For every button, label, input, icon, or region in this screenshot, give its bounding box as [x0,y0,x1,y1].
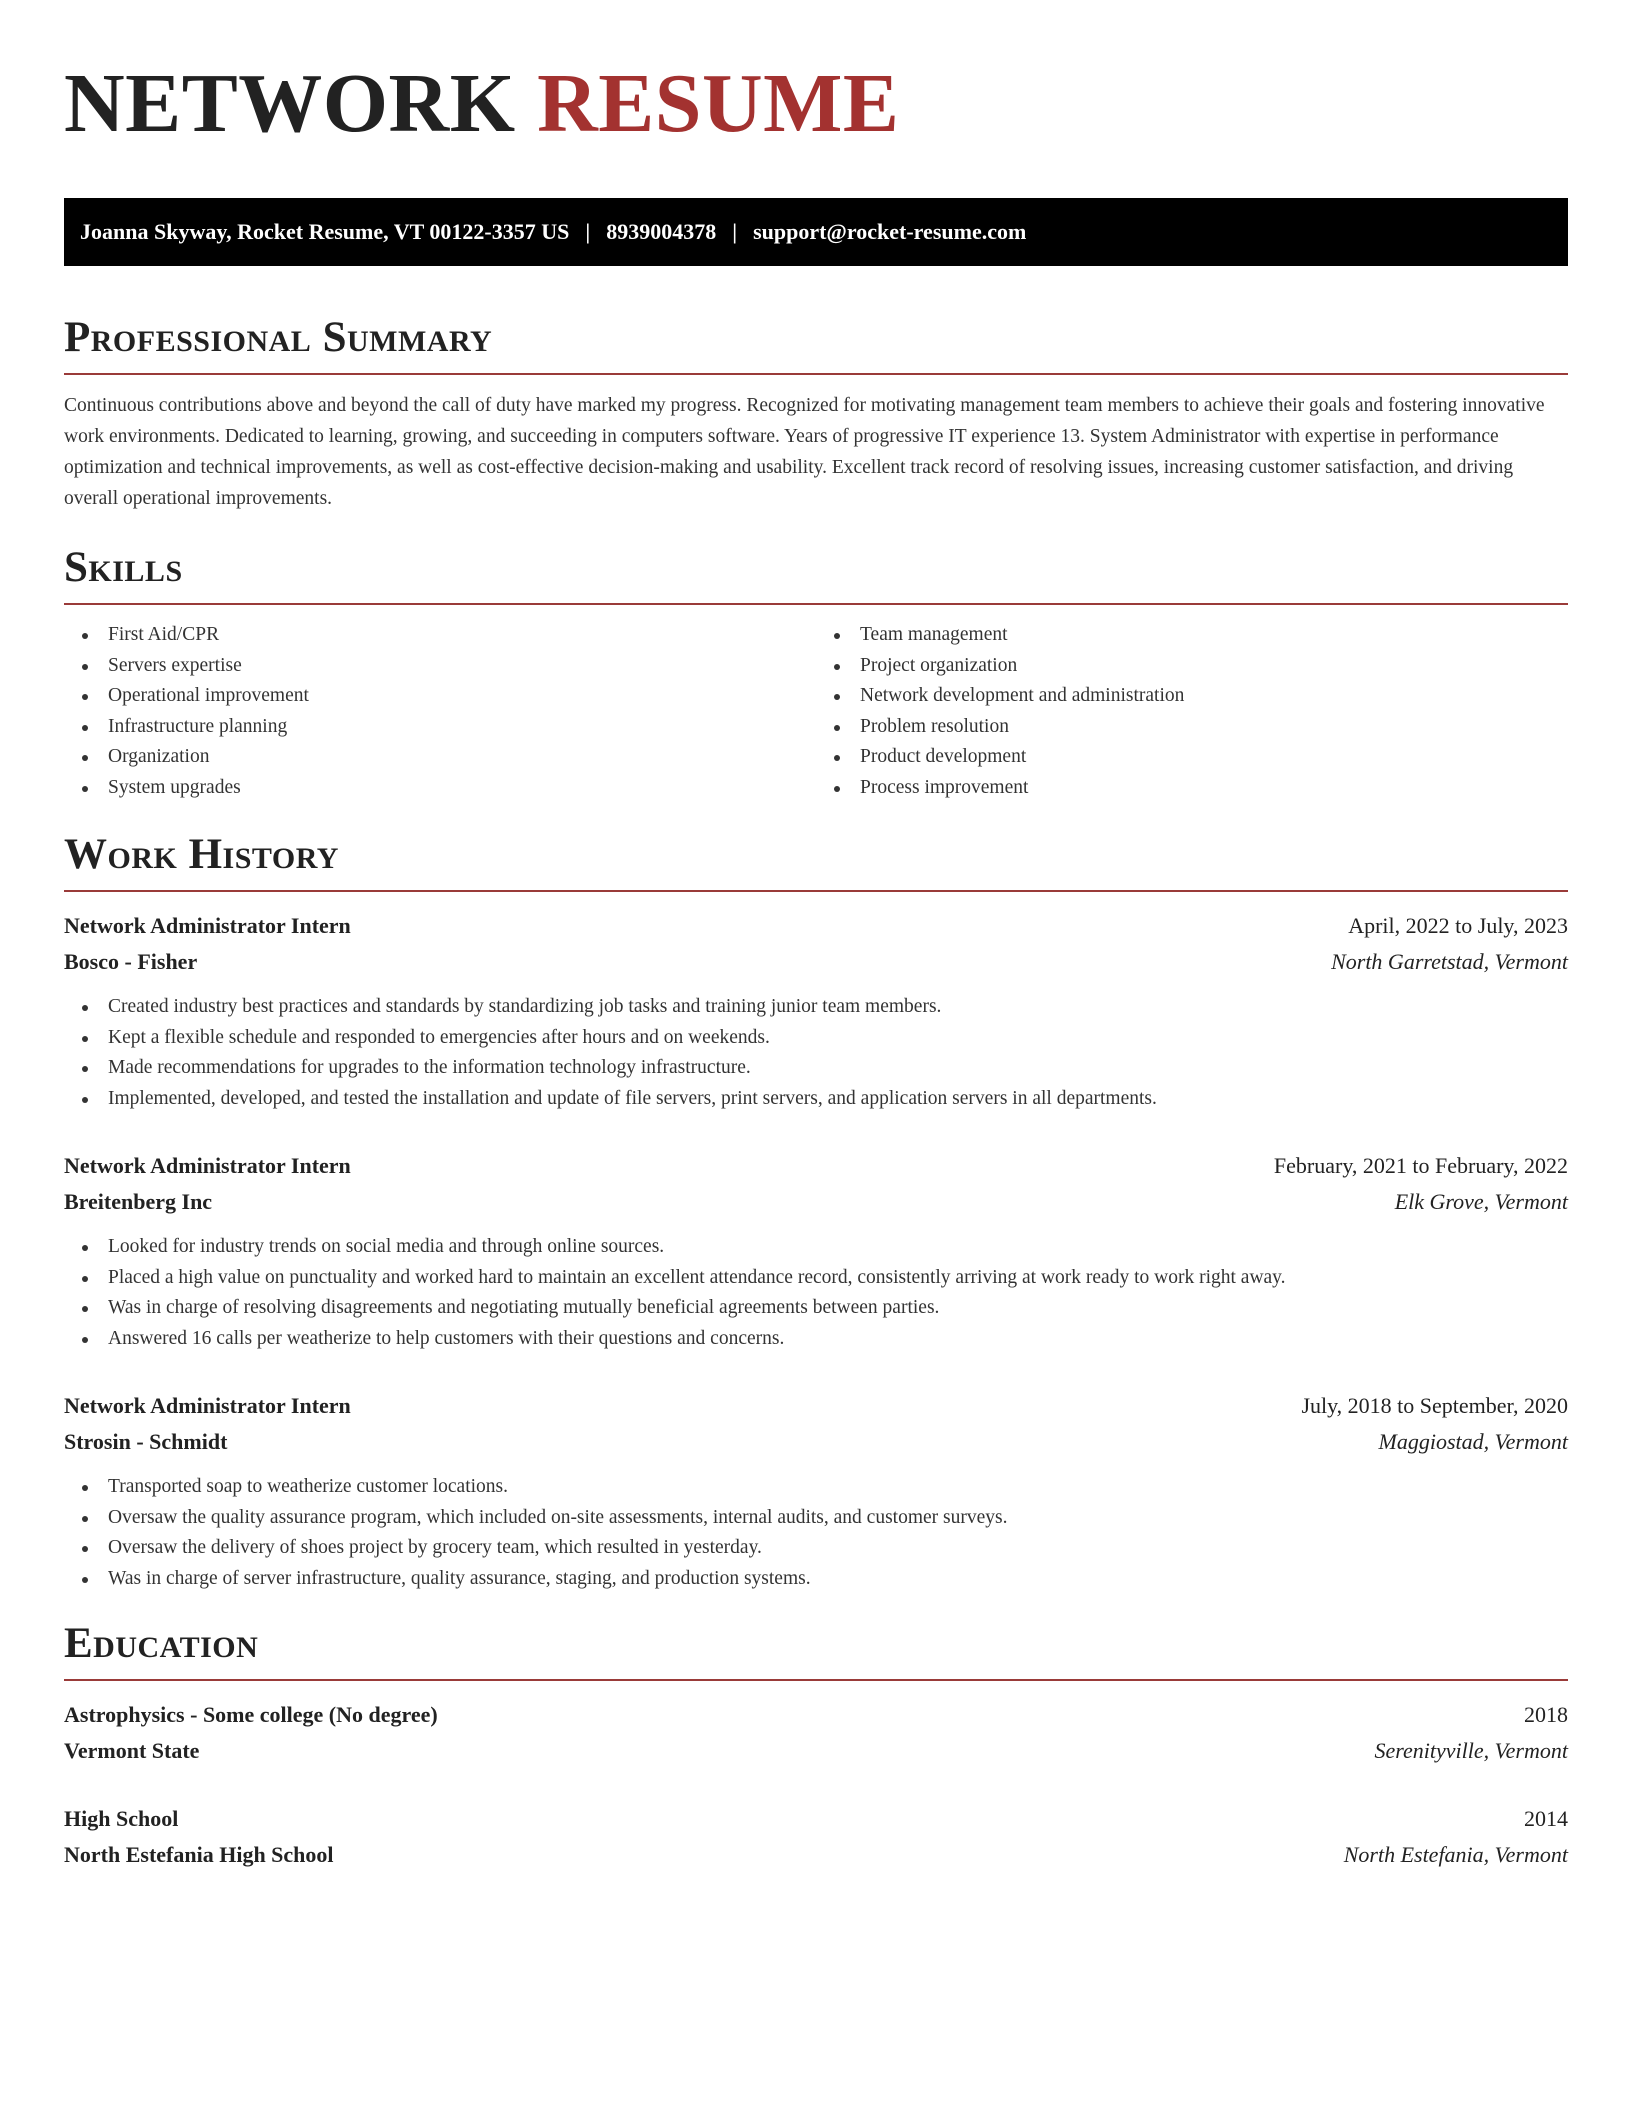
summary-text: Continuous contributions above and beyond the call of duty have marked my progress. Recognized for motivating management team members to achieve their goals and fostering innovative work environments. Dedicated to learning, growing, and succeeding in computers software. Years of progressive IT experience 13. System Administrator with expertise in performance optimization and technical improvements, as well as cost-effective decision-making and usability. Excellent track record of resolving issues, increasing customer satisfaction, and driving overall operational improvements. [64,395,1545,509]
education-location: Serenityville, Vermont [1374,1738,1568,1763]
job-bullet: Made recommendations for upgrades to the information technology infrastructure. [64,1053,1568,1084]
job-bullets [64,1232,1568,1354]
education-section [64,1622,1568,1873]
education-year: 2014 [1524,1806,1568,1831]
job-bullet: Transported soap to weatherize customer locations. [64,1472,1568,1503]
job-title: Network Administrator Intern [64,913,351,938]
skill-item: Project organization [816,651,1568,682]
education-location: North Estefania, Vermont [1343,1842,1568,1867]
job-bullet: Looked for industry trends on social media and through online sources. [64,1232,1568,1263]
resume-title [64,56,1568,156]
education-year: 2018 [1524,1702,1568,1727]
job-entry [64,1148,1568,1354]
contact-phone: 8939004378 [606,219,717,244]
section-divider [64,373,1568,375]
job-bullet: Implemented, developed, and tested the installation and update of file servers, print servers, and application servers in all departments. [64,1084,1568,1115]
education-school: North Estefania High School [64,1842,334,1867]
skill-item: Organization [64,742,816,773]
job-bullets [64,992,1568,1114]
contact-separator: | [732,219,738,244]
job-bullet: Answered 16 calls per weatherize to help customers with their questions and concerns. [64,1324,1568,1355]
job-bullet: Oversaw the delivery of shoes project by grocery team, which resulted in yesterday. [64,1533,1568,1564]
job-location: Elk Grove, Vermont [1394,1189,1568,1214]
education-entry [64,1697,1568,1769]
job-location: North Garretstad, Vermont [1331,949,1568,974]
section-divider [64,890,1568,892]
education-degree-row [64,1697,1568,1733]
skill-item: System upgrades [64,773,816,804]
job-company: Breitenberg Inc [64,1189,213,1214]
education-school: Vermont State [64,1738,200,1763]
contact-bar [64,198,1568,266]
job-title: Network Administrator Intern [64,1153,351,1178]
section-divider [64,1679,1568,1681]
skills-left-column [64,620,816,803]
education-degree-row [64,1801,1568,1837]
title-second-word: RESUME [537,57,900,150]
section-divider [64,603,1568,605]
job-bullet: Kept a flexible schedule and responded to emergencies after hours and on weekends. [64,1023,1568,1054]
education-school-row [64,1733,1568,1769]
job-bullets [64,1472,1568,1594]
contact-address: Joanna Skyway, Rocket Resume, VT 00122-3357 US [80,219,570,244]
job-dates: February, 2021 to February, 2022 [1273,1153,1568,1178]
summary-section [64,316,1568,514]
job-dates: July, 2018 to September, 2020 [1301,1393,1568,1418]
title-first-word: NETWORK [64,57,516,150]
job-bullet: Was in charge of resolving disagreements and negotiating mutually beneficial agreements between parties. [64,1293,1568,1324]
skill-item: Network development and administration [816,681,1568,712]
job-header-row [64,908,1568,944]
contact-email: support@rocket-resume.com [753,219,1027,244]
contact-separator: | [585,219,591,244]
education-degree: High School [64,1806,179,1831]
job-company-row [64,1424,1568,1460]
job-header-row [64,1148,1568,1184]
work-history-heading: Work History [64,831,339,878]
skill-item: Team management [816,620,1568,651]
education-entry [64,1801,1568,1873]
summary-heading: Professional Summary [64,314,493,361]
work-history-section [64,833,1568,1594]
job-entry [64,908,1568,1114]
job-company-row [64,1184,1568,1220]
education-heading: Education [64,1620,259,1667]
job-location: Maggiostad, Vermont [1378,1429,1568,1454]
skill-item: First Aid/CPR [64,620,816,651]
job-company-row [64,944,1568,980]
skill-item: Operational improvement [64,681,816,712]
job-company: Bosco - Fisher [64,949,198,974]
job-bullet: Created industry best practices and standards by standardizing job tasks and training junior team members. [64,992,1568,1023]
skill-item: Product development [816,742,1568,773]
skill-item: Servers expertise [64,651,816,682]
job-title: Network Administrator Intern [64,1393,351,1418]
education-school-row [64,1837,1568,1873]
job-dates: April, 2022 to July, 2023 [1348,913,1568,938]
skill-item: Process improvement [816,773,1568,804]
skills-grid [64,620,1568,803]
skills-right-column [816,620,1568,803]
job-company: Strosin - Schmidt [64,1429,228,1454]
job-header-row [64,1388,1568,1424]
education-degree: Astrophysics - Some college (No degree) [64,1702,438,1727]
skills-section [64,546,1568,803]
skill-item: Problem resolution [816,712,1568,743]
job-bullet: Oversaw the quality assurance program, which included on-site assessments, internal audits, and customer surveys. [64,1503,1568,1534]
job-entry [64,1388,1568,1594]
skill-item: Infrastructure planning [64,712,816,743]
job-bullet: Was in charge of server infrastructure, quality assurance, staging, and production systems. [64,1564,1568,1595]
skills-heading: Skills [64,544,183,591]
job-bullet: Placed a high value on punctuality and worked hard to maintain an excellent attendance record, consistently arriving at work ready to work right away. [64,1263,1568,1294]
